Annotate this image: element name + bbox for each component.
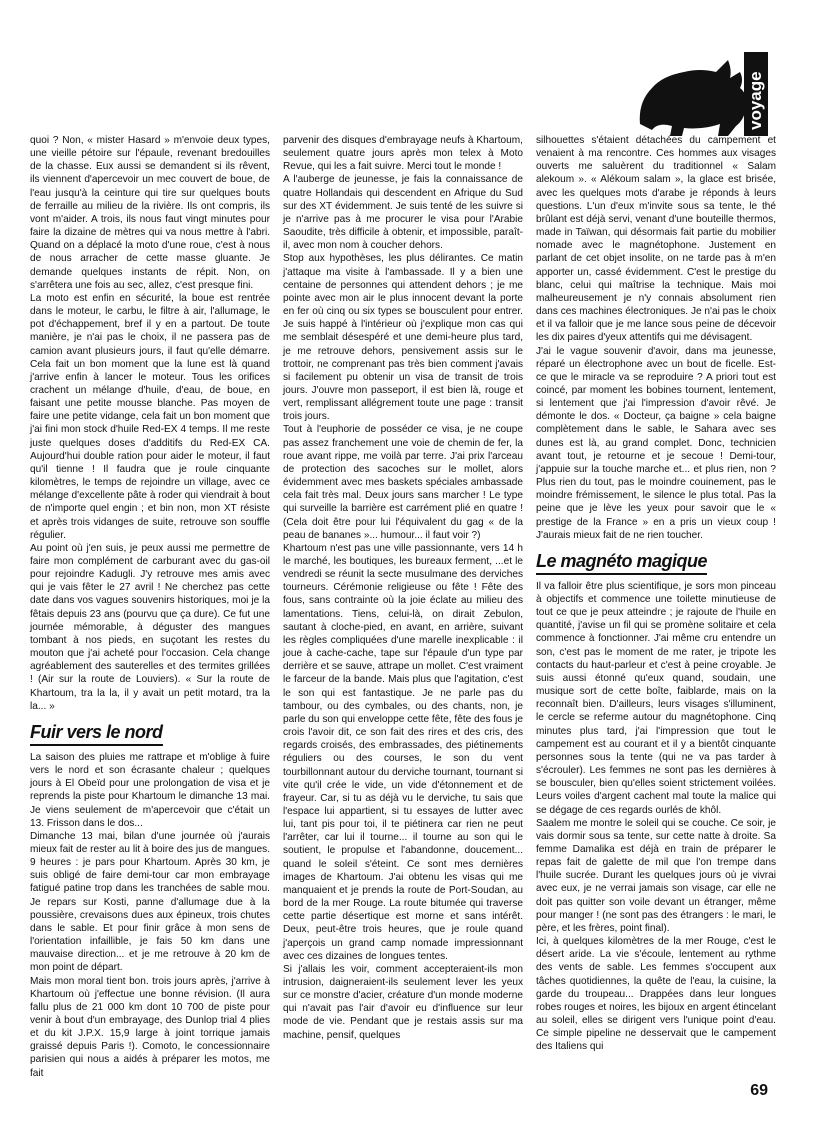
paragraph: Il va falloir être plus scientifique, je sors mon pinceau à objectifs et commence une toilette minutieuse de tout ce que je peux atteindre ; je rajoute de l'huile en quantité, j'avise un fil qui se promène solitaire et cela commence à fonctionner. J'ai même cru entendre un son, c'est pas le moment de me rater, je tripote les contacts du haut-parleur et c'est à peine croyable. Je suis aussi étonné qu'eux quand, soudain, une musique sort de cette boîte, faiblarde, mais on la reconnaît bien. D'ailleurs, leurs visages s'illuminent, le cercle se referme autour du magnétophone. Cinq minutes plus tard, j'ai l'impression que tout le campement est au courant et il y a bientôt cinquante personnes sous la tente (qui ne va pas tarder à s'écrouler). Les femmes ne sont pas les dernières à se bousculer, bien qu'elles soient strictement voilées. Leurs voiles d'argent cachent mal toute la malice qui se dégage de ces regards ourlés de khôl. <box>536 580 776 816</box>
paragraph: Mais mon moral tient bon. trois jours après, j'arrive à Khartoum où j'effectue une bonne révision. (Il aura fallu plus de 21 000 km dont 10 700 de piste pour venir à bout d'un embrayage, des Dunlop trial 4 plies et du kit J.P.X. 15,9 large à joint torrique jamais graissé depuis Paris !). Comoto, le concessionnaire parisien qui nous a aidés à préparer les motos, me fait <box>30 975 270 1079</box>
section-heading: Le magnéto magique <box>536 550 707 575</box>
column-3 <box>536 134 776 1053</box>
paragraph: parvenir des disques d'embrayage neufs à Khartoum, seulement quatre jours après mon telex à Moto Revue, qui les a fait suivre. Merci tout le monde ! <box>283 135 523 173</box>
paragraph: La moto est enfin en sécurité, la boue est rentrée dans le moteur, le carbu, le filtre à air, l'allumage, le pot d'échappement, bref il y en a partout. De toute manière, je n'ai pas le choix, il ne passera pas de camion avant plusieurs jours, il faut qu'elle démarre. Cela fait un bon moment que la lune est là quand j'arrive enfin à lancer le moteur. Tous les orifices crachent un mélange d'huile, d'eau, de boue, en faisant une petite mousse blanche. Pas moyen de faire une petite vidange, cela fait un bon moment que j'ai fini mon stock d'huile Red-EX 4 temps. Il me reste juste quelques doses d'additifs du Red-EX CA. Aujourd'hui double ration pour aider le moteur, il faut qu'il tienne ! Il faudra que je roule cinquante kilomètres, le temps de rejoindre un village, avec ce mélange d'excellente pâte à roder qui viendrait à bout de n'importe quel engin ; et bin non, mon XT résiste et après trois vidanges de suite, retrouve son souffle régulier. <box>30 292 270 541</box>
column-1 <box>30 134 270 1080</box>
paragraph: Dimanche 13 mai, bilan d'une journée où j'aurais mieux fait de rester au lit à boire des jus de mangues. 9 heures : je pars pour Khartoum. Après 30 km, je suis obligé de faire demi-tour car mon embrayage fatigué patine trop dans les tranchées de sable mou. Je repars sur Kosti, panne d'allumage due à la poussière, crevaisons dues aux épineux, trois chutes dans le sable. Et pour finir grâce à mon sens de l'orientation infaillible, je fais 50 km dans une mauvaise direction... et je me retrouve à 20 km de mon point de départ. <box>30 830 270 974</box>
paragraph: Au point où j'en suis, je peux aussi me permettre de faire mon complément de carburant avec du gas-oil pour rejoindre Kadugli. J'y retrouve mes amis avec qui je vais fêter le 27 avril ! Ne cherchez pas cette date dans vos vagues souvenirs historiques, moi je la fêtais depuis 23 ans (pourvu que ça dure). Ce fut une journée mémorable, à déguster des mangues tombant à nos pieds, en suçotant les restes du mouton que j'ai acheté pour l'occasion. Cela change agréablement des sauterelles et des termites grillées ! (Air sur la route de Louviers). « Sur la route de Khartoum, tra la la, il y avait un petit motard, tra la la... » <box>30 542 270 712</box>
paragraph: Khartoum n'est pas une ville passionnante, vers 14 h le marché, les boutiques, les bureaux ferment, ...et le vendredi se réunit la secte musulmane des derviches tourneurs. Cérémonie religieuse ou fête ! Fête des fous, sans contrainte où la joie éclate au milieu des lamentations. Tiens, celui-là, on dirait Zebulon, sautant à cloche-pied, en avant, en arrière, suivant les règles compliquées d'une marelle inexplicable : il joue à cache-cache, tape sur l'épaule d'un type par derrière et se sauve, attrape un mollet. C'est vraiment le farceur de la bande. Mais plus que l'agitation, c'est le son qui est fantastique. Je ne parle pas du tambour, ou des cymbales, ou des chants, non, je parle du son qui enveloppe cette fête, fête des fous je crois l'avoir dit, ce son fait des rires et des cris, des regards croisés, des embrassades, des piétinements réguliers ou des courses, le son du vent tourbillonnant autour du derviche tournant, tournant si vite qu'il crée le vide, un vide d'étonnement et de frayeur. Car, si tu as déjà vu le derviche, tu sais que l'espace lui appartient, si tu essayes de lutter avec lui, tant pis pour toi, il te piétinera car rien ne peut l'arrêter, car lui il tourne... il tourne au son qui le soutient, le propulse et l'abandonne, doucement... quand le soleil s'éteint. Ce sont mes dernières images de Khartoum. J'ai obtenu les visas qui me manquaient et je prends la route de Port-Soudan, au bord de la mer Rouge. La route bitumée qui traverse cette partie désertique est morne et sans intérêt. Deux, peut-être trois heures, que je roule quand j'aperçois un grand camp nomade impressionnant avec ces dizaines de longues tentes. <box>283 542 523 962</box>
section-heading: Fuir vers le nord <box>30 721 163 746</box>
paragraph: Stop aux hypothèses, les plus délirantes. Ce matin j'attaque ma visite à l'ambassade. Il y a bien une centaine de personnes qui attendent dehors ; je me pointe avec mon air le plus innocent devant la porte en fer où cinq ou six types se bousculent pour entrer. Je suis happé à l'intérieur où j'explique mon cas qui me semblait désespéré et une demi-heure plus tard, je me retrouve dehors, pensivement assis sur le trottoir, ne comprenant pas très bien comment j'avais si facilement pu obtenir un visa de transit de trois jours. J'ouvre mon passeport, il est bien là, rouge et vert, remplissant allégrement toute une page : transit trois jours. <box>283 253 523 423</box>
paragraph: J'ai le vague souvenir d'avoir, dans ma jeunesse, réparé un électrophone avec un bout de ficelle. Est-ce que le miracle va se reproduire ? A priori tout est coincé, par moment les bobines tournent, lentement, si lentement que j'ai l'impression d'avoir rêvé. Je démonte le dos. « Docteur, ça baigne » cela baigne complètement dans le sable, le Sahara avec ses dunes est là, au grand complet. Donc, technicien avant tout, je retourne et je secoue ! Demi-tour, j'appuie sur la touche marche et... et plus rien, non ? Plus rien du tout, pas le moindre couinement, pas le moindre frémissement, le silence le plus total. Pas la peine que je lève les yeux pour savoir que le « prestige de la France » en a pris un vieux coup ! J'aurais mieux fait de ne rien toucher. <box>536 345 776 541</box>
paragraph: Tout à l'euphorie de posséder ce visa, je ne coupe pas assez franchement une voie de chemin de fer, la roue avant rippe, me voilà par terre. J'ai prix l'arceau de protection des sacoches sur le mollet, alors évidemment avec mes baskets spéciales ambassade cela fait très mal. Deux jours sans marcher ! Le type qui surveille la barrière est carrément plié en quatre ! (Cela doit être pour lui l'équivalent du gag « de la peau de bananes »... humour... il faut voir ?) <box>283 424 523 541</box>
voyage-logo <box>632 50 770 138</box>
paragraph: quoi ? Non, « mister Hasard » m'envoie deux types, une vieille pétoire sur l'épaule, revenant bredouilles de la chasse. Eux aussi se demandent si ils rêvent, ils viennent d'apercevoir un mec couvert de boue, de l'eau jusqu'à la ceinture qui tire sur quelques bouts de ferraille au milieu de la rivière. Ils ont compris, ils vont m'aider. A trois, ils nous faut vingt minutes pour faire la dizaine de mètres qui va nous mettre à l'abri. Quand on a déplacé la moto d'une roue, c'est à nous de nous arracher de cette masse gluante. Je demande quelques instants de répit. Non, on s'arrêtera une fois au sec, allez, c'est presque fini. <box>30 135 270 291</box>
rhino-icon <box>632 50 770 138</box>
paragraph: Saalem me montre le soleil qui se couche. Ce soir, je vais dormir sous sa tente, sur cette natte à droite. Sa femme Damalika est déjà en train de préparer le repas fait de galette de mil que l'on trempe dans l'huile sucrée. Durant les quelques jours où je vivrai avec eux, je ne verrai jamais son visage, car elle ne doit pas quitter son voile devant un étranger, même pour manger ! (ne sont pas des étrangers : le mari, le père, et les frères, point final). <box>536 817 776 934</box>
paragraph: La saison des pluies me rattrape et m'oblige à fuire vers le nord et son écrasante chaleur ; quelques jours à El Obeïd pour une prolongation de visa et je reprends la piste pour Khartoum le dimanche 13 mai. Je viens seulement de m'apercevoir que c'était un 13. Frisson dans le dos... <box>30 751 270 829</box>
column-2 <box>283 134 523 1042</box>
logo-label: voyage <box>746 71 765 130</box>
paragraph: Si j'allais les voir, comment accepteraient-ils mon intrusion, daigneraient-ils seulement lever les yeux sur ce monstre d'acier, créature d'un monde moderne qui n'avait pas l'air d'avoir eu d'influence sur leur mode de vie. Pendant que je restais assis sur ma machine, pensif, quelques <box>283 963 523 1041</box>
paragraph: Ici, à quelques kilomètres de la mer Rouge, c'est le désert aride. La vie s'écoule, lentement au rythme des vents de sable. Les femmes s'occupent aux tâches quotidiennes, la quête de l'eau, la cuisine, la garde du troupeau... Drappées dans leur longues robes rouges et noires, les bijoux en argent étincelant au soleil, elles se dirigent vers l'unique point d'eau. Ce simple pipeline ne desservait que le campement des Italiens qui <box>536 936 776 1053</box>
paragraph: silhouettes s'étaient détachées du campement et venaient à ma rencontre. Ces hommes aux visages ouverts me saluèrent du traditionnel « Salam alekoum ». « Alékoum salam », la glace est brisée, avec les quelques mots d'arabe je réponds à leurs questions. L'un d'eux m'invite sous sa tente, le thé brûlant est déjà servi, venant d'une bouteille thermos, made in Taïwan, qui désormais fait partie du mobilier nomade avec le magnétophone. Justement en parlant de cet objet insolite, on ne tarde pas à m'en apporter un, cassé évidemment. C'est le prestige du blanc, celui qui maîtrise la technique. Mais moi malheureusement je n'y connais absolument rien dans ces machines électroniques. Je n'ai pas le choix et il va falloir que je me lance sous peine de décevoir les dix paires d'yeux attentifs qui me dévisagent. <box>536 135 776 344</box>
paragraph: A l'auberge de jeunesse, je fais la connaissance de quatre Hollandais qui descendent en Afrique du Sud sur des XT évidemment. Je suis tenté de les suivre si je n'arrive pas à me procurer le visa pour l'Arabie Saoudite, très difficile à obtenir, et impossible, paraît-il, avec mon nom à coucher dehors. <box>283 174 523 252</box>
page-number: 69 <box>750 1082 768 1099</box>
